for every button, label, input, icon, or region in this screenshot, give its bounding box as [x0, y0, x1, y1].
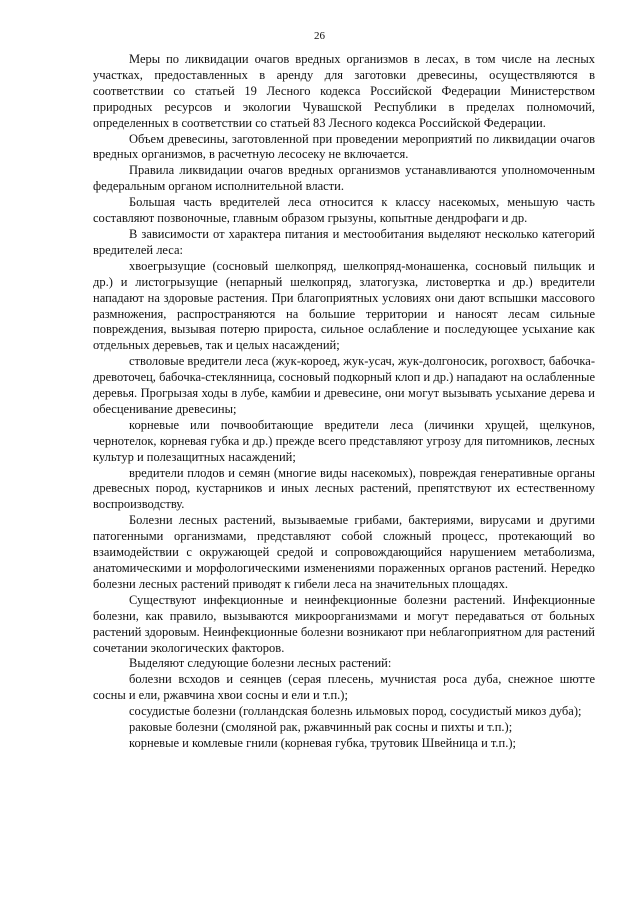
paragraph-disease-list-intro: Выделяют следующие болезни лесных растений: [129, 656, 392, 671]
paragraph-pest-measures: Меры по ликвидации очагов вредных организмов в лесах, в том числе на лесных участках, предоставленных в аренду для заготовки древесины, осуществляются в соответствии со статьей 19 Лесного кодекса Российской Федерации Министерством природных ресурсов и экологии Чувашской Республики в пределах полномочий, определенных в соответствии со статьей 83 Лесного кодекса Российской Федерации. [93, 52, 595, 130]
paragraph-pest-categories-intro: В зависимости от характера питания и местообитания выделяют несколько категорий вредителей леса: [93, 226, 595, 257]
list-item-needle-leaf-eaters: хвоегрызущие (сосновый шелкопряд, шелкопряд-монашенка, сосновый пильщик и др.) и листогрызущие (непарный шелкопряд, златогузка, листовертка и др.) вредители нападают на здоровые растения. При благоприятных условиях они дают вспышки массового размножения, распространяются на большие территории и наносят лесам сильные повреждения, вызывая потерю прироста, сильное ослабление и последующее усыхание как отдельных деревьев, так и целых насаждений; [93, 258, 595, 353]
list-item-stem-pests: стволовые вредители леса (жук-короед, жук-усач, жук-долгоносик, рогохвост, бабочка-древоточец, бабочка-стеклянница, сосновый подкорный клоп и др.) нападают на ослабленные деревья. Прогрызая ходы в лубе, камбии и древесине, они могут вызывать усыхание дерева и обесценивание древесины; [93, 354, 595, 416]
list-item-seed-pests: вредители плодов и семян (многие виды насекомых), повреждая генеративные органы древесных пород, кустарников и иных лесных растений, препятствуют их естественному воспроизводству. [93, 465, 595, 512]
list-item-canker-diseases: раковые болезни (смоляной рак, ржавчинный рак сосны и пихты и т.п.); [129, 720, 513, 735]
document-body [93, 52, 595, 752]
list-item-seedling-diseases: болезни всходов и сеянцев (серая плесень, мучнистая роса дуба, снежное шютте сосны и ели, ржавчина хвои сосны и ели и т.п.); [93, 672, 595, 703]
paragraph-rules: Правила ликвидации очагов вредных организмов устанавливаются уполномоченным федеральным органом исполнительной власти. [93, 163, 595, 194]
list-item-root-pests: корневые или почвообитающие вредители леса (личинки хрущей, щелкунов, чернотелок, корневая губка и др.) прежде всего представляют угрозу для питомников, лесных культур и полезащитных насаждений; [93, 417, 595, 464]
list-item-vascular-diseases: сосудистые болезни (голландская болезнь ильмовых пород, сосудистый микоз дуба); [129, 704, 582, 719]
paragraph-plant-diseases: Болезни лесных растений, вызываемые грибами, бактериями, вирусами и другими патогенными организмами, представляют собой сложный процесс, протекающий во взаимодействии с окружающей средой и сопровождающийся нарушением метаболизма, анатомическими и морфологическими изменениями пораженных органов растений. Нередко болезни лесных растений приводят к гибели леса на значительных площадях. [93, 513, 595, 591]
page-number: 26 [314, 30, 325, 42]
paragraph-pest-classes: Большая часть вредителей леса относится к классу насекомых, меньшую часть составляют позвоночные, главным образом грызуны, копытные дендрофаги и др. [93, 195, 595, 226]
paragraph-disease-types: Существуют инфекционные и неинфекционные болезни растений. Инфекционные болезни, как правило, вызываются микроорганизмами и могут передаваться от больных растений здоровым. Неинфекционные болезни возникают при неблагоприятном для растений сочетании экологических факторов. [93, 592, 595, 655]
paragraph-wood-volume: Объем древесины, заготовленной при проведении мероприятий по ликвидации очагов вредных организмов, в расчетную лесосеку не включается. [93, 131, 595, 162]
list-item-root-rots: корневые и комлевые гнили (корневая губка, трутовик Швейница и т.п.); [129, 735, 517, 750]
